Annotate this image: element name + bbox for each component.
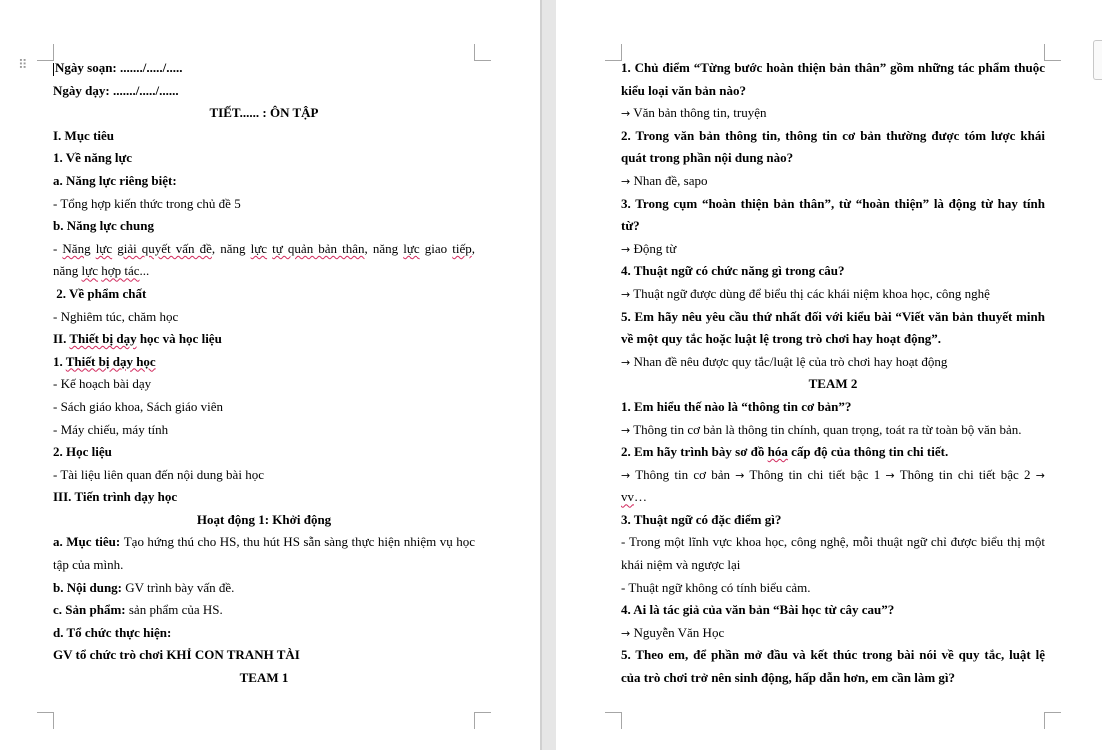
- spellcheck-word[interactable]: Thiết bị dạy: [69, 331, 137, 347]
- question-1-line-1: 1. Chủ điểm “Từng bước hoàn thiện bản thân” gồm những tác phẩm thuộc: [621, 60, 1045, 75]
- spellcheck-word[interactable]: hóa: [767, 444, 788, 460]
- team-2-answer-3-item-2: - Thuật ngữ không có tính biểu cảm.: [621, 579, 811, 595]
- team-2-answer-3-line-2: khái niệm và ngược lại: [621, 557, 741, 573]
- team-2-question-4: 4. Ai là tác giả của văn bản “Bài học từ cây cau”?: [621, 602, 895, 618]
- question-1-line-2: kiểu loại văn bản nào?: [621, 82, 746, 98]
- game-line: GV tổ chức trò chơi KHỈ CON TRANH TÀI: [53, 647, 300, 663]
- text-cursor: [53, 63, 54, 76]
- arrow-icon: →: [621, 626, 631, 640]
- spellcheck-word[interactable]: Năng: [62, 240, 91, 256]
- process-heading: III. Tiến trình dạy học: [53, 489, 178, 505]
- objectives-heading: I. Mục tiêu: [53, 127, 115, 143]
- team-2-answer-4: → Nguyễn Văn Học: [621, 624, 725, 640]
- corner-mark: [474, 712, 491, 729]
- arrow-icon: →: [621, 107, 631, 121]
- left-page-content[interactable]: [53, 57, 475, 690]
- answer-1: → Văn bản thông tin, truyện: [621, 105, 767, 121]
- spellcheck-word[interactable]: lực: [81, 263, 98, 279]
- specific-competency-item: - Tổng hợp kiến thức trong chủ đề 5: [53, 195, 241, 211]
- answer-4: → Thuật ngữ được dùng để biểu thị các khái niệm khoa học, công nghệ: [621, 285, 990, 301]
- equipment-heading: II. Thiết bị dạy học và học liệu: [53, 331, 222, 347]
- document-page-right[interactable]: [556, 0, 1102, 750]
- team-1-heading: TEAM 1: [239, 670, 289, 686]
- teaching-equipment-heading: 1. Thiết bị dạy học: [53, 353, 156, 369]
- arrow-icon: →: [621, 468, 631, 482]
- spellcheck-word[interactable]: tiếp: [452, 240, 472, 256]
- arrow-icon: →: [621, 242, 631, 256]
- teaching-equipment-item: - Kế hoạch bài dạy: [53, 376, 152, 392]
- question-2-line-1: 2. Trong văn bản thông tin, thông tin cơ bản thường được tóm lược khái: [621, 127, 1045, 143]
- team-2-answer-3-line-1: - Trong một lĩnh vực khoa học, công nghệ, mỗi thuật ngữ chỉ được biểu thị một: [621, 534, 1045, 550]
- spellcheck-word[interactable]: Thiết bị dạy học: [65, 353, 156, 369]
- team-2-answer-2: → Thông tin cơ bản → Thông tin chi tiết bậc 1 → Thông tin chi tiết bậc 2 →: [621, 466, 1045, 482]
- spellcheck-word[interactable]: tự quản bản thân: [272, 240, 365, 256]
- team-2-question-2: 2. Em hãy trình bày sơ đồ hóa cấp độ của thông tin chi tiết.: [621, 444, 949, 460]
- right-page-content[interactable]: [621, 57, 1045, 690]
- corner-mark: [37, 44, 54, 61]
- general-competency-line: - Năng lực giải quyết vấn đề, năng lực tự quản bản thân, năng lực giao tiếp,: [53, 240, 475, 256]
- question-2-line-2: quát trong phần nội dung nào?: [621, 150, 794, 166]
- question-4: 4. Thuật ngữ có chức năng gì trong câu?: [621, 263, 845, 279]
- goal-line-2: tập của mình.: [53, 557, 124, 573]
- quality-heading: 2. Về phẩm chất: [53, 285, 147, 301]
- teaching-equipment-item: - Sách giáo khoa, Sách giáo viên: [53, 398, 224, 414]
- team-2-answer-2-line-2: vv…: [621, 489, 647, 505]
- arrow-icon: →: [621, 355, 631, 369]
- team-2-answer-1: → Thông tin cơ bản là thông tin chính, quan trọng, toát ra từ toàn bộ văn bản.: [621, 421, 1022, 437]
- content-line: b. Nội dung: GV trình bày vấn đề.: [53, 579, 235, 595]
- corner-mark: [1044, 712, 1061, 729]
- page-edge: [540, 0, 542, 750]
- spellcheck-word[interactable]: lực: [250, 240, 268, 256]
- specific-competency-heading: a. Năng lực riêng biệt:: [53, 172, 177, 188]
- competency-heading: 1. Về năng lực: [53, 150, 133, 166]
- arrow-icon: →: [621, 423, 631, 437]
- arrow-icon: →: [621, 174, 631, 188]
- team-2-heading: TEAM 2: [808, 376, 858, 392]
- lesson-title: TIẾT...... : ÔN TẬP: [209, 105, 319, 121]
- general-competency-heading: b. Năng lực chung: [53, 218, 154, 234]
- quality-item: - Nghiêm túc, chăm học: [53, 308, 179, 324]
- drag-handle-icon[interactable]: ⠿: [18, 58, 27, 73]
- arrow-icon: →: [735, 468, 745, 482]
- date-prepared-line: Ngày soạn: ......./...../.....: [55, 60, 183, 75]
- materials-item: - Tài liệu liên quan đến nội dung bài học: [53, 466, 264, 482]
- answer-2: → Nhan đề, sapo: [621, 172, 708, 188]
- spellcheck-word[interactable]: giải quyết vấn đề: [117, 240, 212, 256]
- answer-3: → Động từ: [621, 240, 677, 256]
- teaching-equipment-item: - Máy chiếu, máy tính: [53, 421, 169, 437]
- corner-mark: [1044, 44, 1061, 61]
- product-line: c. Sản phẩm: sản phẩm của HS.: [53, 602, 223, 618]
- question-3-line-1: 3. Trong cụm “hoàn thiện bản thân”, từ “hoàn thiện” là động từ hay tính: [621, 195, 1045, 211]
- scrollbar-tab[interactable]: [1093, 40, 1102, 80]
- team-2-question-3: 3. Thuật ngữ có đặc điểm gì?: [621, 511, 782, 527]
- answer-5: → Nhan đề nêu được quy tắc/luật lệ của trò chơi hay hoạt động: [621, 353, 948, 369]
- question-3-line-2: từ?: [621, 218, 640, 234]
- team-2-question-1: 1. Em hiểu thế nào là “thông tin cơ bản”?: [621, 398, 852, 414]
- spellcheck-word[interactable]: lực: [95, 240, 113, 256]
- corner-mark: [474, 44, 491, 61]
- team-2-question-5-line-2: của trò chơi trở nên sinh động, hấp dẫn hơn, em cần làm gì?: [621, 670, 956, 686]
- corner-mark: [605, 712, 622, 729]
- arrow-icon: →: [1035, 468, 1045, 482]
- corner-mark: [605, 44, 622, 61]
- document-page-left[interactable]: [0, 0, 540, 750]
- arrow-icon: →: [621, 287, 631, 301]
- organization-heading: d. Tổ chức thực hiện:: [53, 624, 172, 640]
- date-taught-line: Ngày dạy: ......./...../......: [53, 82, 179, 98]
- spellcheck-word[interactable]: vv: [621, 489, 634, 505]
- question-5-line-2: về một quy tắc hoặc luật lệ trong trò chơi hay hoạt động”.: [621, 331, 942, 347]
- general-competency-line-2: năng lực hợp tác...: [53, 263, 150, 279]
- team-2-question-5-line-1: 5. Theo em, để phần mở đầu và kết thúc trong bài nói về quy tắc, luật lệ: [621, 647, 1045, 663]
- spellcheck-word[interactable]: lực: [403, 240, 420, 256]
- activity-title: Hoạt động 1: Khởi động: [196, 511, 332, 527]
- question-5-line-1: 5. Em hãy nêu yêu cầu thứ nhất đối với kiểu bài “Viết văn bản thuyết minh: [621, 308, 1045, 324]
- arrow-icon: →: [885, 468, 895, 482]
- page-gutter: [540, 0, 556, 750]
- materials-heading: 2. Học liệu: [53, 444, 112, 460]
- corner-mark: [37, 712, 54, 729]
- goal-line: a. Mục tiêu: Tạo hứng thú cho HS, thu hút HS sẵn sàng thực hiện nhiệm vụ học: [53, 534, 475, 550]
- spellcheck-word[interactable]: hợp tác: [101, 263, 140, 279]
